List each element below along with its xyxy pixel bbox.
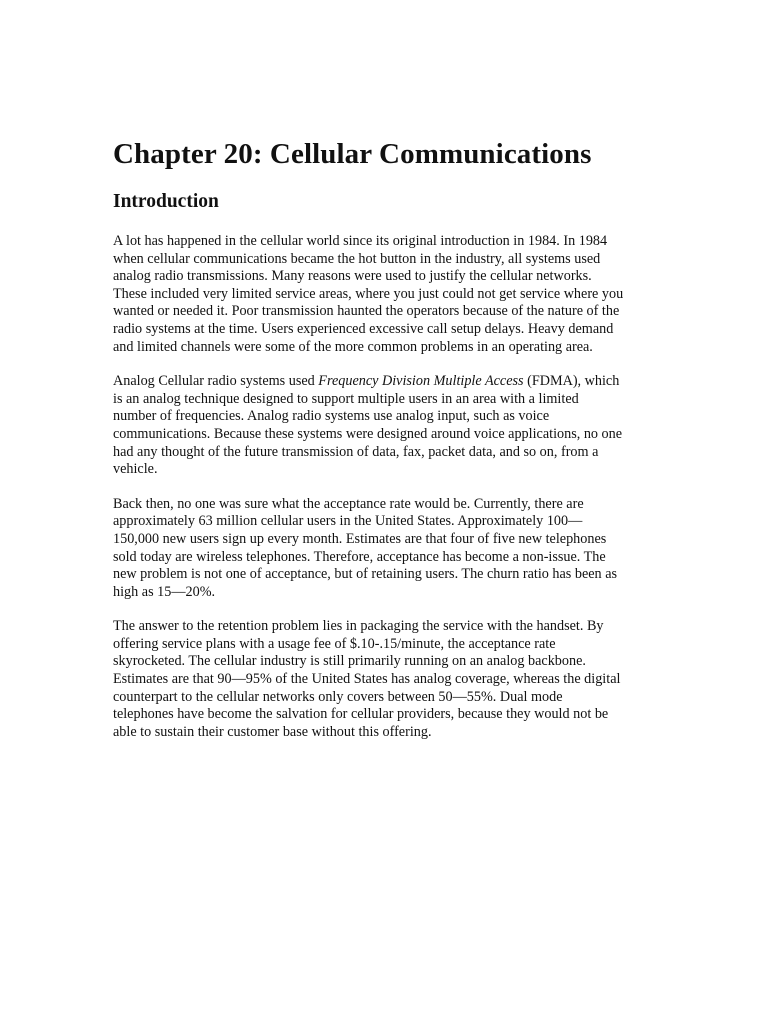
text-line: approximately 63 million cellular users in the United States. Approximately 100— xyxy=(113,513,583,530)
text-line: high as 15—20%. xyxy=(113,583,216,600)
body-text xyxy=(113,233,657,741)
text-line: These included very limited service areas, where you just could not get service where you xyxy=(113,285,624,302)
text-run: Analog Cellular radio systems used xyxy=(113,373,319,390)
text-line: skyrocketed. The cellular industry is still primarily running on an analog backbone. xyxy=(113,653,586,670)
text-line: wanted or needed it. Poor transmission haunted the operators because of the nature of the xyxy=(113,303,620,320)
paragraph xyxy=(113,373,657,479)
text-line: vehicle. xyxy=(113,461,158,478)
text-line: when cellular communications became the hot button in the industry, all systems used xyxy=(113,250,601,267)
text-line: new problem is not one of acceptance, but of retaining users. The churn ratio has been as xyxy=(113,566,618,583)
text-line: had any thought of the future transmission of data, fax, packet data, and so on, from a xyxy=(113,443,599,460)
text-line: telephones have become the salvation for cellular providers, because they would not be xyxy=(113,706,609,723)
text-line: 150,000 new users sign up every month. Estimates are that four of five new telephones xyxy=(113,530,607,547)
text-line: able to sustain their customer base without this offering. xyxy=(113,723,432,740)
text-line: offering service plans with a usage fee of $.10-.15/minute, the acceptance rate xyxy=(113,635,556,652)
text-line: number of frequencies. Analog radio systems use analog input, such as voice xyxy=(113,408,550,425)
text-line: Back then, no one was sure what the acceptance rate would be. Currently, there are xyxy=(113,495,584,512)
text-line: counterpart to the cellular networks only covers between 50—55%. Dual mode xyxy=(113,688,563,705)
text-line: sold today are wireless telephones. Therefore, acceptance has become a non-issue. The xyxy=(113,548,606,565)
paragraph xyxy=(113,496,657,602)
text-line: is an analog technique designed to support multiple users in an area with a limited xyxy=(113,390,579,407)
text-line: radio systems at the time. Users experienced excessive call setup delays. Heavy demand xyxy=(113,320,614,337)
text-line: The answer to the retention problem lies in packaging the service with the handset. By xyxy=(113,618,604,635)
text-line xyxy=(113,373,657,391)
text-line: A lot has happened in the cellular world since its original introduction in 1984. In 1984 xyxy=(113,233,608,249)
text-run: (FDMA), which xyxy=(523,373,620,390)
text-line: communications. Because these systems were designed around voice applications, no one xyxy=(113,425,623,442)
text-line: analog radio transmissions. Many reasons were used to justify the cellular networks. xyxy=(113,268,592,285)
paragraph xyxy=(113,233,657,356)
paragraph xyxy=(113,618,657,741)
emphasized-term: Frequency Division Multiple Access xyxy=(318,373,524,390)
text-line: Estimates are that 90—95% of the United States has analog coverage, whereas the digital xyxy=(113,671,621,688)
document-page xyxy=(113,136,657,758)
section-heading: Introduction xyxy=(113,191,219,212)
text-line: and limited channels were some of the more common problems in an operating area. xyxy=(113,338,593,355)
chapter-title: Chapter 20: Cellular Communications xyxy=(113,138,592,170)
